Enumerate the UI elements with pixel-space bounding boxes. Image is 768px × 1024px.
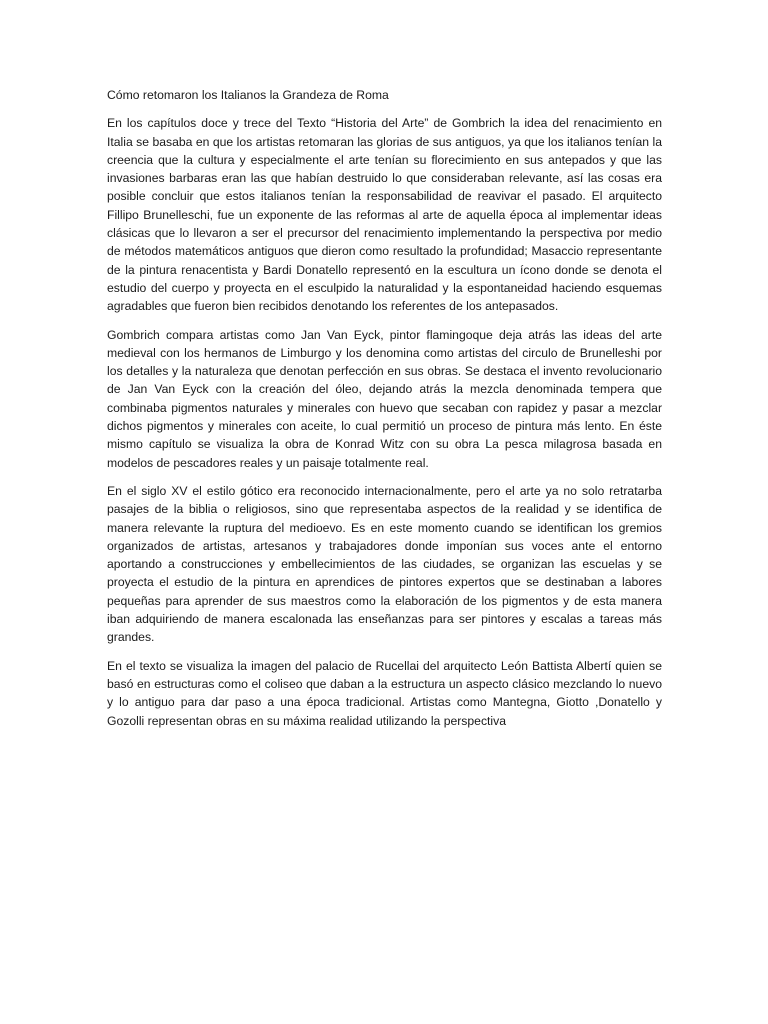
- paragraph-4: En el texto se visualiza la imagen del palacio de Rucellai del arquitecto León Battista Albertí quien se basó en estructuras como el coliseo que daban a la estructura un aspecto clásico mezclando lo nuevo y lo antiguo para dar paso a una época tradicional. Artistas como Mantegna, Giotto ,Donatello y Gozolli representan obras en su máxima realidad utilizando la perspectiva: [107, 658, 662, 728]
- document-page: [107, 86, 662, 740]
- paragraph-3: En el siglo XV el estilo gótico era reconocido internacionalmente, pero el arte ya no solo retratarba pasajes de la biblia o religiosos, sino que representaba aspectos de la realidad y se identifica de manera relevante la ruptura del medioevo. Es en este momento cuando se identifican los gremios organizados de artistas, artesanos y trabajadores donde imponían sus voces ante el entorno aportando a construcciones y embellecimientos de las ciudades, se organizan las escuelas y se proyecta el estudio de la pintura en aprendices de pintores expertos que se destinaban a labores pequeñas para aprender de sus maestros como la elaboración de los pigmentos y de esta manera iban adquiriendo de manera escalonada las enseñanzas para ser pintores y escalas a tareas más grandes.: [107, 483, 662, 645]
- document-title: Cómo retomaron los Italianos la Grandeza de Roma: [107, 88, 389, 102]
- paragraph-2: Gombrich compara artistas como Jan Van Eyck, pintor flamingoque deja atrás las ideas del arte medieval con los hermanos de Limburgo y los denomina como artistas del circulo de Brunelleshi por los detalles y la naturaleza que denotan perfección en sus obras. Se destaca el invento revolucionario de Jan Van Eyck con la creación del óleo, dejando atrás la mezcla denominada tempera que combinaba pigmentos naturales y minerales con huevo que secaban con rapidez y pasar a mezclar dichos pigmentos y minerales con aceite, lo cual permitió un proceso de pintura más lento. En éste mismo capítulo se visualiza la obra de Konrad Witz con su obra La pesca milagrosa basada en modelos de pescadores reales y un paisaje totalmente real.: [107, 327, 662, 470]
- paragraph-1: En los capítulos doce y trece del Texto “Historia del Arte” de Gombrich la idea del renacimiento en Italia se basaba en que los artistas retomaran las glorias de sus antiguos, ya que los italianos tenían la creencia que la cultura y especialmente el arte tenían su florecimiento en sus antepados y que las invasiones barbaras eran las que habían destruido lo que consideraban relevante, así las cosas era posible concluir que estos italianos tenían la responsabilidad de reavivar el pasado. El arquitecto Fillipo Brunelleschi, fue un exponente de las reformas al arte de aquella época al implementar ideas clásicas que lo llevaron a ser el precursor del renacimiento implementando la perspectiva por medio de métodos matemáticos antiguos que dieron como resultado la profundidad; Masaccio representante de la pintura renacentista y Bardi Donatello representó en la escultura un ícono donde se denota el estudio del cuerpo y proyecta en el esculpido la naturalidad y la espontaneidad haciendo esquemas agradables que fueron bien recibidos denotando los referentes de los antepasados.: [107, 116, 662, 314]
